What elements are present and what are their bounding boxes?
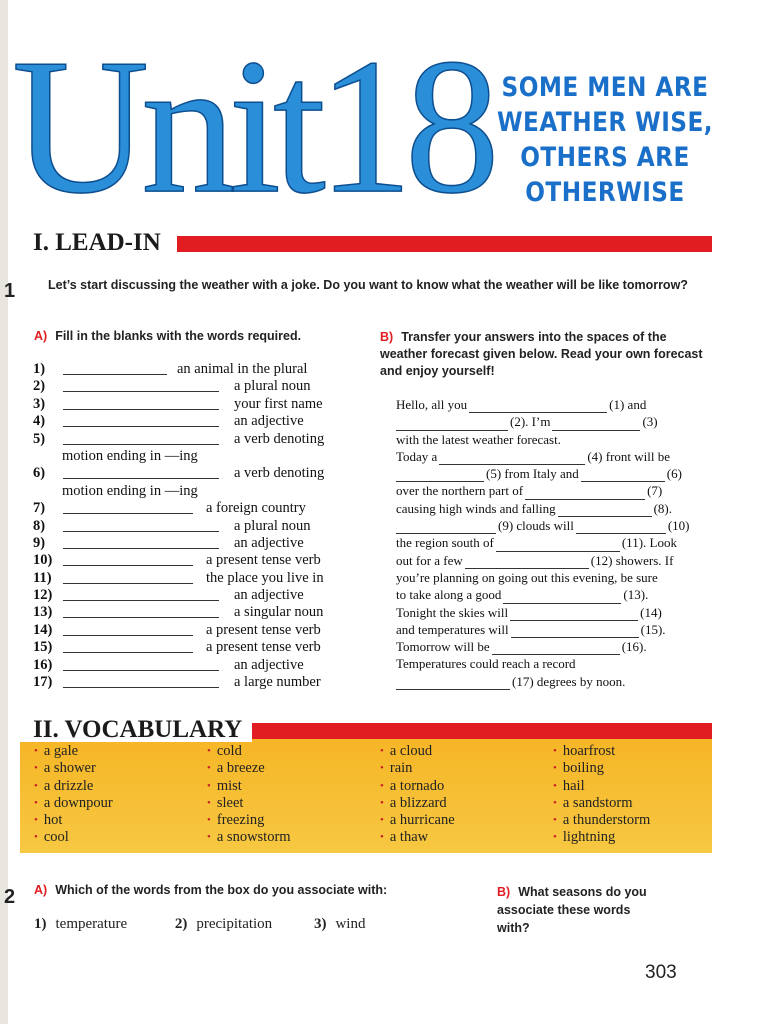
forecast-text: causing high winds and falling: [396, 500, 556, 516]
task2-a-text: Which of the words from the box do you associate with:: [55, 883, 388, 897]
item-number: 12): [33, 587, 53, 604]
part-b-instruction: [380, 329, 710, 380]
forecast-line: [396, 604, 712, 621]
task2-part-b: [497, 883, 647, 937]
vocab-word: a cloud: [389, 743, 433, 759]
list-item: [33, 465, 373, 482]
bullet-icon: •: [553, 762, 557, 775]
vocab-column-1: [34, 743, 113, 847]
task2-b-text: What seasons do you associate these words with?: [497, 885, 647, 935]
forecast-blank[interactable]: [525, 487, 645, 500]
vocab-word: a shower: [43, 760, 96, 777]
answer-blank[interactable]: [63, 583, 193, 584]
vocab-item: [207, 829, 291, 846]
option-label: temperature: [55, 916, 128, 932]
bullet-icon: •: [553, 745, 557, 757]
item-number: 9): [33, 534, 46, 551]
vocab-word: cold: [216, 743, 242, 759]
vocab-column-4: [553, 743, 650, 847]
vocab-item: [207, 760, 291, 777]
vocab-item: [380, 743, 455, 760]
vocab-word: freezing: [216, 812, 265, 829]
forecast-line: [396, 621, 712, 638]
item-label: a verb denoting: [234, 465, 325, 482]
vocab-item: [553, 778, 650, 795]
list-item: [33, 535, 373, 552]
forecast-blank[interactable]: [396, 418, 508, 431]
vocab-item: [34, 829, 113, 846]
bullet-icon: •: [34, 796, 38, 809]
item-number: 5): [33, 430, 46, 447]
forecast-text: over the northern part of: [396, 483, 524, 499]
item-label: an animal in the plural: [177, 361, 308, 377]
forecast-text: (8).: [653, 500, 673, 516]
item-number: 1): [33, 361, 46, 377]
bullet-icon: •: [380, 762, 384, 775]
forecast-text: (5) from Italy and: [486, 466, 579, 482]
vocab-word: lightning: [562, 829, 616, 846]
vocab-item: [380, 812, 455, 829]
bullet-icon: •: [380, 831, 384, 844]
answer-blank[interactable]: [63, 513, 193, 514]
vocab-item: [207, 743, 291, 760]
vocab-item: [380, 778, 455, 795]
lead-in-heading: I. LEAD-IN: [33, 229, 161, 256]
vocab-word: a downpour: [43, 794, 113, 811]
vocab-item: [34, 743, 113, 760]
item-number: 10): [33, 552, 53, 569]
vocab-item: [553, 812, 650, 829]
forecast-line: [396, 396, 712, 413]
item-label: a present tense verb: [206, 621, 321, 638]
bullet-icon: •: [34, 762, 38, 775]
vocab-word: a drizzle: [43, 777, 94, 794]
item-label: a plural noun: [234, 517, 311, 534]
part-a-marker: A): [34, 329, 48, 343]
forecast-blank[interactable]: [439, 452, 585, 465]
vocab-item: [207, 778, 291, 795]
vocab-word: rain: [389, 760, 413, 777]
forecast-blank[interactable]: [511, 625, 639, 638]
forecast-text: (12) showers. If: [590, 552, 674, 568]
item-label: an adjective: [234, 534, 304, 551]
list-item: [33, 378, 373, 395]
bullet-icon: •: [207, 762, 211, 775]
bullet-icon: •: [34, 779, 38, 792]
bullet-icon: •: [207, 745, 211, 757]
answer-blank[interactable]: [63, 374, 167, 375]
forecast-text: (14): [640, 604, 662, 620]
item-label: your first name: [234, 395, 323, 412]
bullet-icon: •: [34, 814, 38, 827]
forecast-blank[interactable]: [396, 521, 496, 534]
answer-blank[interactable]: [63, 409, 219, 410]
list-item: [33, 587, 373, 604]
item-number: 3): [33, 395, 46, 412]
item-label: a foreign country: [206, 500, 306, 517]
item-label: the place you live in: [206, 569, 324, 586]
vocab-word: a tornado: [389, 777, 445, 794]
vocab-word: hot: [43, 812, 63, 829]
item-continuation: motion ending in —ing: [62, 447, 198, 464]
forecast-text: (4) front will be: [587, 448, 670, 464]
vocab-item: [207, 795, 291, 812]
list-item: [33, 622, 373, 639]
item-label: a large number: [234, 674, 321, 691]
vocab-item: [380, 795, 455, 812]
forecast-text: (16).: [621, 639, 647, 655]
item-number: 14): [33, 621, 53, 638]
forecast-blank[interactable]: [503, 591, 621, 604]
bullet-icon: •: [553, 814, 557, 827]
bullet-icon: •: [380, 779, 384, 792]
vocab-word: a blizzard: [389, 794, 447, 811]
forecast-line: [396, 448, 712, 465]
item-number: 4): [33, 413, 46, 430]
vocab-item: [553, 795, 650, 812]
option-label: precipitation: [196, 916, 273, 932]
bullet-icon: •: [380, 814, 384, 827]
subtitle-line: SOME MEN ARE: [501, 72, 709, 103]
bullet-icon: •: [553, 831, 557, 844]
vocab-item: [380, 829, 455, 846]
vocab-item: [207, 812, 291, 829]
forecast-text: (17) degrees by noon.: [512, 673, 626, 689]
forecast-text: (7): [647, 483, 663, 499]
forecast-blank[interactable]: [396, 677, 510, 690]
subtitle-line: OTHERWISE: [525, 177, 685, 208]
forecast-text: Hello, all you: [396, 397, 468, 412]
forecast-blank[interactable]: [492, 642, 620, 655]
bullet-icon: •: [207, 796, 211, 809]
vocab-word: hoarfrost: [562, 743, 616, 759]
vocab-word: a thunderstorm: [562, 812, 651, 829]
part-b-text: Transfer your answers into the spaces of the weather forecast given below. Read your own forecast and enjoy yourself!: [380, 330, 703, 378]
item-number: 7): [33, 500, 46, 517]
bullet-icon: •: [207, 779, 211, 792]
forecast-blank[interactable]: [576, 521, 666, 534]
vocab-item: [380, 760, 455, 777]
bullet-icon: •: [34, 831, 38, 844]
forecast-line: [396, 552, 712, 569]
forecast-text: Tomorrow will be: [396, 639, 490, 655]
forecast-line: you’re planning on going out this evening, be sure: [396, 569, 658, 585]
forecast-text: (6): [666, 466, 682, 482]
answer-blank[interactable]: [63, 687, 219, 688]
forecast-blank[interactable]: [465, 556, 589, 569]
option-number: 2): [174, 916, 188, 932]
list-item: [33, 570, 373, 587]
part-a-instruction: [34, 329, 374, 343]
page-number: 303: [645, 962, 677, 983]
vocab-word: hail: [562, 777, 585, 794]
item-number: 16): [33, 656, 53, 673]
task2-a-marker: A): [34, 883, 48, 897]
unit-title: Unit18: [12, 19, 492, 234]
forecast-line: Temperatures could reach a record: [396, 656, 576, 672]
forecast-text: and temperatures will: [396, 621, 509, 637]
list-item: [33, 639, 373, 656]
item-number: 8): [33, 517, 46, 534]
forecast-text: (2). I’m: [510, 414, 551, 430]
lead-in-bar: [177, 236, 712, 252]
list-item: [33, 604, 373, 621]
answer-blank[interactable]: [63, 531, 219, 532]
item-number: 15): [33, 639, 53, 656]
answer-blank[interactable]: [63, 548, 219, 549]
bullet-icon: •: [553, 796, 557, 809]
answer-blank[interactable]: [63, 670, 219, 671]
forecast-text: the region south of: [396, 535, 494, 551]
vocab-word: a hurricane: [389, 812, 455, 829]
answer-blank[interactable]: [63, 635, 193, 636]
vocab-item: [34, 795, 113, 812]
forecast-line: with the latest weather forecast.: [396, 431, 561, 447]
bullet-icon: •: [553, 779, 557, 792]
forecast-blank[interactable]: [581, 469, 665, 482]
forecast-line: [396, 517, 712, 534]
vocab-item: [553, 829, 650, 846]
forecast-text: (10): [667, 518, 690, 534]
task-number-1: 1: [4, 280, 16, 302]
vocab-word: a gale: [43, 743, 79, 759]
vocab-word: sleet: [216, 794, 244, 811]
subtitle-line: WEATHER WISE,: [497, 107, 713, 138]
option-label: wind: [335, 916, 366, 932]
task2-b-marker: B): [497, 885, 511, 899]
vocab-word: boiling: [562, 760, 604, 777]
vocabulary-bar: [246, 723, 712, 739]
list-item: [33, 674, 373, 691]
list-item: [33, 413, 373, 430]
list-item: [33, 500, 373, 517]
vocab-item: [34, 778, 113, 795]
forecast-text: Today a: [396, 448, 438, 464]
item-number: 6): [33, 465, 46, 482]
forecast-text: (3): [642, 414, 658, 430]
item-label: an adjective: [234, 656, 304, 673]
association-options: [34, 916, 365, 933]
bullet-icon: •: [34, 745, 38, 757]
vocab-word: mist: [216, 777, 242, 794]
item-label: a singular noun: [234, 604, 324, 621]
forecast-text: out for a few: [396, 552, 463, 568]
vocab-item: [34, 812, 113, 829]
forecast-text: (15).: [640, 621, 666, 637]
list-item: [33, 361, 373, 378]
item-continuation: motion ending in —ing: [62, 482, 198, 499]
item-label: a plural noun: [234, 378, 311, 395]
answer-blank[interactable]: [63, 600, 219, 601]
forecast-text: to take along a good: [396, 587, 502, 603]
part-b-marker: B): [380, 330, 394, 344]
item-number: 13): [33, 604, 53, 621]
option-number: 1): [34, 916, 47, 932]
subtitle-line: OTHERS ARE: [520, 142, 690, 173]
forecast-line: [396, 482, 712, 499]
forecast-line: [396, 586, 712, 603]
item-label: a present tense verb: [206, 639, 321, 656]
forecast-line: [396, 534, 712, 551]
list-item: [33, 396, 373, 413]
item-number: 17): [33, 674, 53, 691]
item-number: 11): [33, 569, 52, 586]
forecast-blank[interactable]: [558, 504, 652, 517]
list-item: [33, 657, 373, 674]
forecast-text: (11). Look: [621, 535, 677, 551]
answer-blank[interactable]: [63, 617, 219, 618]
forecast-line: [396, 413, 712, 430]
vocab-word: a thaw: [389, 829, 429, 846]
answer-blank[interactable]: [63, 426, 219, 427]
vocab-column-2: [207, 743, 291, 847]
vocab-word: a snowstorm: [216, 829, 291, 846]
answer-blank[interactable]: [63, 478, 219, 479]
item-label: an adjective: [234, 413, 304, 430]
vocab-item: [553, 760, 650, 777]
task2-part-a: [34, 883, 474, 897]
item-number: 2): [33, 378, 46, 395]
bullet-icon: •: [207, 814, 211, 827]
bullet-icon: •: [380, 796, 384, 809]
answer-blank[interactable]: [63, 444, 219, 445]
vocab-word: cool: [43, 829, 69, 846]
vocab-item: [34, 760, 113, 777]
answer-blank[interactable]: [63, 391, 219, 392]
forecast-line: [396, 673, 712, 690]
unit-subtitle: [489, 70, 721, 210]
vocab-item: [553, 743, 650, 760]
item-label: a verb denoting: [234, 430, 325, 447]
answer-blank[interactable]: [63, 565, 193, 566]
bullet-icon: •: [380, 745, 384, 757]
forecast-text: (1) and: [609, 397, 647, 412]
forecast-line: [396, 500, 712, 517]
list-item: [33, 431, 373, 448]
forecast-blank[interactable]: [496, 539, 620, 552]
page-edge-shadow: [0, 0, 8, 1024]
list-item: [33, 518, 373, 535]
forecast-blank[interactable]: [396, 469, 484, 482]
forecast-text: (13).: [623, 587, 649, 603]
answer-blank[interactable]: [63, 652, 193, 653]
weather-forecast: [396, 396, 712, 690]
forecast-text: Tonight the skies will: [396, 604, 509, 620]
vocab-word: a sandstorm: [562, 794, 633, 811]
forecast-blank[interactable]: [510, 608, 638, 621]
vocabulary-heading: II. VOCABULARY: [33, 716, 243, 743]
vocab-word: a breeze: [216, 760, 265, 777]
item-label: an adjective: [234, 587, 304, 604]
option-number: 3): [313, 916, 327, 932]
forecast-blank[interactable]: [469, 400, 607, 413]
forecast-line: [396, 638, 712, 655]
part-a-text: Fill in the blanks with the words required.: [55, 329, 302, 343]
forecast-line: [396, 465, 712, 482]
forecast-text: (9) clouds will: [498, 518, 574, 534]
list-item: [33, 552, 373, 569]
bullet-icon: •: [207, 831, 211, 844]
fill-in-list: [33, 361, 373, 691]
forecast-blank[interactable]: [552, 418, 640, 431]
lead-in-intro: Let’s start discussing the weather with a joke. Do you want to know what the weather will be like tomorrow?: [48, 278, 688, 292]
item-label: a present tense verb: [206, 552, 321, 569]
task-number-2: 2: [4, 886, 16, 908]
vocab-column-3: [380, 743, 455, 847]
